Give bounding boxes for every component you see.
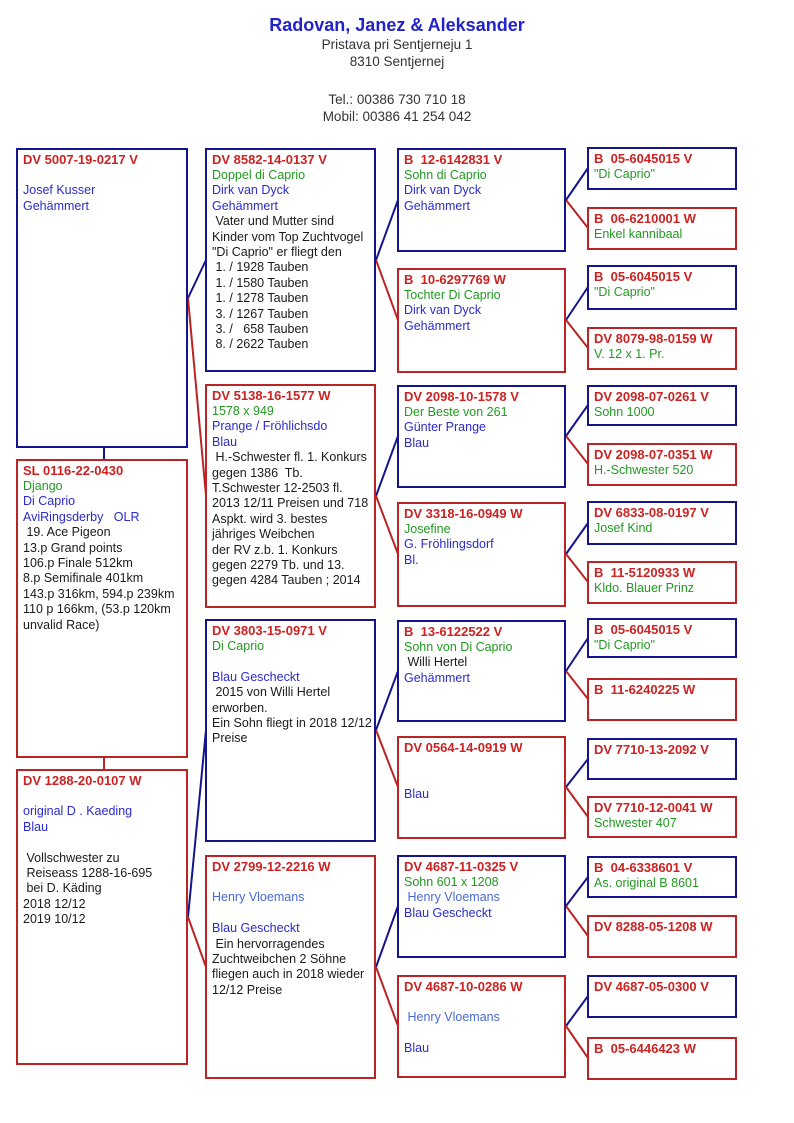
box-detail-line: As. original B 8601 [594,876,699,890]
box-details [404,522,559,568]
connector-line [566,320,588,348]
box-detail-line: 2013 12/11 Preisen und 718 [212,496,369,511]
box-detail-line: Sohn von Di Caprio [404,640,513,654]
box-detail-line: Henry Vloemans [404,1010,500,1025]
connector-line [566,996,588,1026]
connector-line [188,730,206,917]
box-detail-line: unvalid Race) [23,617,100,632]
box-detail-line: Blau Gescheckt [212,669,300,684]
box-ddsd[interactable] [587,915,737,958]
box-detail-line: Blau [212,434,238,449]
box-detail-line: H.-Schwester 520 [594,463,694,477]
connector-line [566,287,588,320]
box-detail-line: Blau [404,435,430,450]
box-details [594,876,730,891]
box-detail-line: 12/12 Preise [212,982,283,997]
box-details [404,640,559,686]
box-detail-line: Josef Kind [594,521,653,535]
box-detail-line: 3. / 1267 Tauben [212,306,309,321]
box-detail-line: 143.p 316km, 594.p 239km [23,586,175,601]
box-detail-line: 2018 12/12 [23,896,86,911]
box-detail-line: Josefine [404,522,451,536]
connector-line [566,906,588,936]
box-sdss[interactable] [587,385,737,426]
ring-number: DV 5138-16-1577 W [212,388,331,403]
box-detail-line: Blau [23,819,49,834]
connector-line [188,917,206,967]
ring-number: DV 3318-16-0949 W [404,506,523,521]
box-detail-line: Gehämmert [212,198,278,213]
box-detail-line: Dirk van Dyck [404,183,482,198]
box-detail-line: 1. / 1580 Tauben [212,275,309,290]
box-detail-line: Tochter Di Caprio [404,288,501,302]
box-ssss[interactable] [587,147,737,190]
box-details [594,463,730,478]
box-dsss[interactable] [587,618,737,658]
box-detail-line: Ein hervorragendes [212,936,325,951]
box-detail-line: 8. / 2622 Tauben [212,337,309,352]
box-detail-line: "Di Caprio" [594,167,655,181]
box-details [212,875,369,998]
box-dsdd[interactable] [587,796,737,838]
box-details [404,288,559,334]
connector-line [566,200,588,228]
ring-number: DV 4687-11-0325 V [404,859,519,874]
box-detail-line: "Di Caprio" er fliegt den [212,245,342,260]
box-details [594,167,730,182]
box-detail-line: Django [23,479,63,493]
box-detail-line: Schwester 407 [594,816,677,830]
box-detail-line: Kldo. Blauer Prinz [594,581,695,595]
box-details [594,581,730,596]
ring-number: B 05-6446423 W [594,1041,696,1056]
ring-number: DV 2098-07-0351 W [594,447,713,462]
address-city: 8310 Sentjernej [349,54,445,69]
box-detail-line: Di Caprio [23,494,76,509]
box-details [594,227,730,242]
box-ddd[interactable] [397,975,566,1078]
box-detail-line: Henry Vloemans [212,890,305,905]
ring-number: B 11-5120933 W [594,565,696,580]
box-detail-line: Bl. [404,552,419,567]
ring-number: DV 5007-19-0217 V [23,152,138,167]
box-details [23,168,181,214]
box-detail-line: Ein Sohn fliegt in 2018 12/12 [212,716,372,731]
address-street: Pristava pri Sentjerneju 1 [321,37,473,52]
box-detail-line: 2019 10/12 [23,912,86,927]
box-ddds[interactable] [587,975,737,1018]
box-detail-line: 1. / 1278 Tauben [212,291,309,306]
ring-number: B 05-6045015 V [594,622,693,637]
box-ssdd[interactable] [587,327,737,370]
box-detail-line: Der Beste von 261 [404,405,508,419]
box-detail-line: erworben. [212,700,268,715]
box-sire-dam[interactable] [205,384,376,608]
box-detail-line: Kinder vom Top Zuchtvogel [212,229,364,244]
connector-line [566,759,588,787]
connector-line [188,260,206,298]
box-details [594,405,730,420]
box-detail-line: Sohn 1000 [594,405,655,419]
box-detail-line: 3. / 658 Tauben [212,322,309,337]
box-details [404,875,559,921]
box-details [212,639,372,747]
box-sire-sire[interactable] [205,148,376,372]
box-dsd[interactable] [397,736,566,839]
box-detail-line: Preise [212,731,248,746]
box-detail-line: 1. / 1928 Tauben [212,260,309,275]
connector-line [566,554,588,582]
connector-line [566,168,588,200]
box-details [594,521,730,536]
box-detail-line: Di Caprio [212,639,265,653]
box-sdsd[interactable] [587,443,737,486]
ring-number: SL 0116-22-0430 [23,463,124,478]
box-detail-line: G. Fröhlingsdorf [404,537,494,552]
connector-line [566,523,588,554]
box-details [23,479,181,633]
box-dss[interactable] [397,620,566,722]
box-ddss[interactable] [587,856,737,898]
connector-line [376,967,398,1026]
phone-number: Tel.: 00386 730 710 18 [328,92,466,107]
box-detail-line: Günter Prange [404,420,486,435]
ring-number: DV 2098-07-0261 V [594,389,709,404]
box-detail-line: Vater und Mutter sind [212,214,335,229]
connector-line [566,405,588,436]
box-detail-line: 19. Ace Pigeon [23,525,111,540]
box-detail-line: fliegen auch in 2018 wieder [212,967,365,982]
ring-number: DV 2799-12-2216 W [212,859,331,874]
ring-number: DV 0564-14-0919 W [404,740,523,755]
ring-number: DV 7710-12-0041 W [594,800,713,815]
connector-line [566,638,588,671]
ring-number: DV 8288-05-1208 W [594,919,713,934]
box-sss[interactable] [397,148,566,252]
box-detail-line: gegen 4284 Tauben ; 2014 [212,573,361,588]
box-detail-line [404,995,559,1010]
box-detail-line [404,1026,559,1041]
box-detail-line: 2015 von Willi Hertel [212,685,331,700]
box-detail-line: Gehämmert [23,198,89,213]
box-detail-line: Henry Vloemans [404,890,500,905]
box-detail-line: Gehämmert [404,670,470,685]
connector-line [566,671,588,699]
box-detail-line: Vollschwester zu [23,850,120,865]
box-detail-line: bei D. Käding [23,881,102,896]
connector-line [188,298,206,496]
ring-number: DV 8079-98-0159 W [594,331,713,346]
box-detail-line: Prange / Fröhlichsdo [212,419,328,434]
ring-number: B 12-6142831 V [404,152,503,167]
ring-number: B 05-6045015 V [594,151,693,166]
box-detail-line [212,875,369,890]
box-sddd[interactable] [587,561,737,604]
box-detail-line [212,906,369,921]
box-detail-line [23,168,181,183]
box-details [594,816,730,831]
connector-line [566,787,588,817]
box-detail-line [404,771,559,786]
box-details [404,756,559,802]
box-detail-line: 1578 x 949 [212,404,274,418]
box-dam-dam[interactable] [205,855,376,1079]
box-detail-line: "Di Caprio" [594,285,655,299]
connector-line [376,671,398,730]
breeder-name: Radovan, Janez & Aleksander [269,15,525,35]
box-ssds[interactable] [587,265,737,310]
box-details [594,347,730,362]
box-dam-sire[interactable] [205,619,376,842]
box-detail-line: AviRingsderby OLR [23,509,140,524]
box-details [404,995,559,1057]
box-details [212,404,369,589]
box-subject[interactable] [16,459,188,758]
box-detail-line: Dirk van Dyck [212,183,290,198]
box-detail-line [212,654,369,669]
box-detail-line: gegen 2279 Tb. und 13. [212,558,345,573]
box-detail-line: jähriges Weibchen [212,527,315,542]
box-detail-line: 110 p 166km, (53.p 120km [23,602,171,617]
box-ssd[interactable] [397,268,566,373]
box-detail-line: Blau Gescheckt [404,905,492,920]
box-detail-line: T.Schwester 12-2503 fl. [212,481,343,496]
box-detail-line: "Di Caprio" [594,638,655,652]
box-detail-line: Zuchtweibchen 2 Söhne [212,952,347,967]
connector-line [376,730,398,787]
connector-line [566,877,588,906]
box-sdds[interactable] [587,501,737,545]
box-detail-line: Doppel di Caprio [212,168,306,182]
box-detail-line: 106.p Finale 512km [23,556,133,571]
ring-number: DV 8582-14-0137 V [212,152,327,167]
ring-number: B 05-6045015 V [594,269,693,284]
box-details [212,168,369,353]
box-detail-line: 13.p Grand points [23,540,123,555]
box-detail-line: Blau [404,1041,430,1056]
box-detail-line: Enkel kannibaal [594,227,683,241]
ring-number: DV 1288-20-0107 W [23,773,142,788]
box-details [594,285,730,300]
ring-number: B 10-6297769 W [404,272,506,287]
box-sire[interactable] [16,148,188,448]
box-dds[interactable] [397,855,566,958]
connector-line [376,260,398,320]
box-detail-line: der RV z.b. 1. Konkurs [212,542,338,557]
box-detail-line: Sohn 601 x 1208 [404,875,499,889]
connector-line [376,496,398,554]
box-detail-line: 8.p Semifinale 401km [23,571,144,586]
box-details [404,405,559,451]
ring-number: DV 3803-15-0971 V [212,623,327,638]
box-detail-line: Reiseass 1288-16-695 [23,866,153,881]
ring-number: DV 7710-13-2092 V [594,742,709,757]
box-detail-line: Blau [404,786,430,801]
box-detail-line: H.-Schwester fl. 1. Konkurs [212,450,367,465]
box-detail-line: Sohn di Caprio [404,168,487,182]
box-detail-line: Blau Gescheckt [212,921,300,936]
connector-line [566,1026,588,1058]
ring-number: DV 6833-08-0197 V [594,505,709,520]
connector-line [376,436,398,496]
box-detail-line: original D . Kaeding [23,804,133,819]
ring-number: B 11-6240225 W [594,682,696,697]
box-detail-line: Josef Kusser [23,183,96,198]
box-detail-line: Gehämmert [404,198,470,213]
box-details [23,789,181,928]
box-detail-line: gegen 1386 Tb. [212,465,303,480]
box-sds[interactable] [397,385,566,488]
box-details [404,168,559,214]
box-sssd[interactable] [587,207,737,250]
box-dddd[interactable] [587,1037,737,1080]
ring-number: B 06-6210001 W [594,211,696,226]
mobile-number: Mobil: 00386 41 254 042 [322,109,472,124]
box-dssd[interactable] [587,678,737,721]
box-detail-line: Dirk van Dyck [404,303,482,318]
box-detail-line: Willi Hertel [404,655,468,670]
box-detail-line [23,789,181,804]
ring-number: DV 4687-05-0300 V [594,979,709,994]
box-details [594,638,730,653]
ring-number: DV 4687-10-0286 W [404,979,523,994]
box-dsds[interactable] [587,738,737,780]
ring-number: DV 2098-10-1578 V [404,389,519,404]
connector-line [376,906,398,967]
box-detail-line [404,756,559,771]
box-dam[interactable] [16,769,188,1065]
ring-number: B 04-6338601 V [594,860,693,875]
box-detail-line: Gehämmert [404,318,470,333]
box-detail-line: Aspkt. wird 3. bestes [212,511,328,526]
box-detail-line [23,835,181,850]
ring-number: B 13-6122522 V [404,624,503,639]
connector-line [566,436,588,464]
box-sdd[interactable] [397,502,566,607]
box-detail-line: V. 12 x 1. Pr. [594,347,665,361]
letterhead [0,14,794,125]
connector-line [376,200,398,260]
